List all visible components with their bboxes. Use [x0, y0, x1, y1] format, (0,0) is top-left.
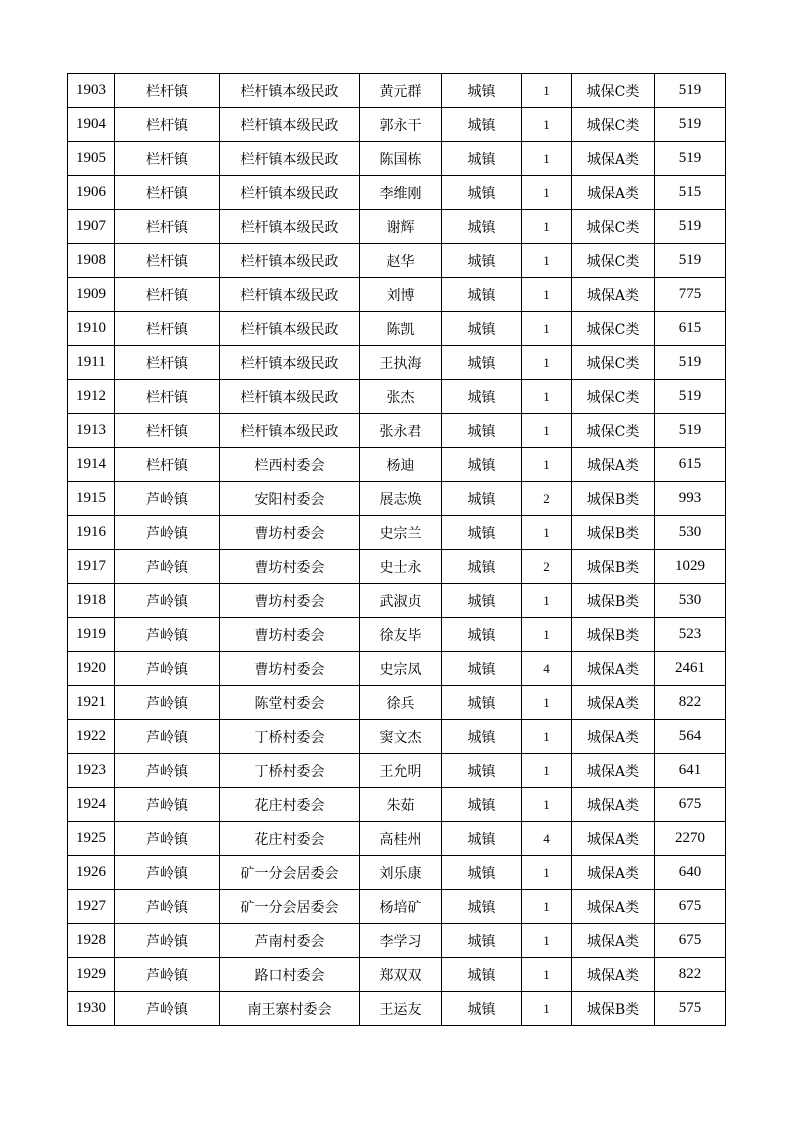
area-cell: 城镇 [442, 482, 522, 516]
town-cell: 芦岭镇 [115, 822, 220, 856]
area-cell: 城镇 [442, 924, 522, 958]
unit-cell: 曹坊村委会 [220, 550, 360, 584]
amount-cell: 523 [655, 618, 726, 652]
name-cell: 张杰 [360, 380, 442, 414]
amount-cell: 519 [655, 108, 726, 142]
table-row [68, 686, 726, 720]
unit-cell: 曹坊村委会 [220, 584, 360, 618]
unit-cell: 路口村委会 [220, 958, 360, 992]
name-cell: 郭永干 [360, 108, 442, 142]
unit-cell: 矿一分会居委会 [220, 890, 360, 924]
row-number-cell: 1913 [68, 414, 115, 448]
table-row [68, 176, 726, 210]
area-cell: 城镇 [442, 210, 522, 244]
table-row [68, 856, 726, 890]
name-cell: 史宗凤 [360, 652, 442, 686]
area-cell: 城镇 [442, 142, 522, 176]
table-body [68, 74, 726, 1026]
category-cell: 城保A类 [572, 788, 655, 822]
household-count-cell: 4 [522, 652, 572, 686]
amount-cell: 530 [655, 516, 726, 550]
unit-cell: 丁桥村委会 [220, 720, 360, 754]
row-number-cell: 1921 [68, 686, 115, 720]
amount-cell: 2461 [655, 652, 726, 686]
name-cell: 高桂州 [360, 822, 442, 856]
row-number-cell: 1905 [68, 142, 115, 176]
table-row [68, 890, 726, 924]
table-row [68, 584, 726, 618]
unit-cell: 栏杆镇本级民政 [220, 244, 360, 278]
town-cell: 栏杆镇 [115, 346, 220, 380]
household-count-cell: 1 [522, 176, 572, 210]
household-count-cell: 1 [522, 618, 572, 652]
table-row [68, 482, 726, 516]
category-cell: 城保A类 [572, 686, 655, 720]
row-number-cell: 1916 [68, 516, 115, 550]
area-cell: 城镇 [442, 788, 522, 822]
amount-cell: 640 [655, 856, 726, 890]
table-row [68, 380, 726, 414]
household-count-cell: 1 [522, 74, 572, 108]
town-cell: 芦岭镇 [115, 516, 220, 550]
amount-cell: 519 [655, 142, 726, 176]
area-cell: 城镇 [442, 176, 522, 210]
row-number-cell: 1904 [68, 108, 115, 142]
category-cell: 城保A类 [572, 890, 655, 924]
table-row [68, 822, 726, 856]
category-cell: 城保A类 [572, 652, 655, 686]
town-cell: 栏杆镇 [115, 210, 220, 244]
household-count-cell: 1 [522, 380, 572, 414]
name-cell: 陈国栋 [360, 142, 442, 176]
category-cell: 城保A类 [572, 720, 655, 754]
row-number-cell: 1930 [68, 992, 115, 1026]
household-count-cell: 1 [522, 856, 572, 890]
unit-cell: 栏西村委会 [220, 448, 360, 482]
unit-cell: 栏杆镇本级民政 [220, 414, 360, 448]
area-cell: 城镇 [442, 652, 522, 686]
amount-cell: 575 [655, 992, 726, 1026]
name-cell: 赵华 [360, 244, 442, 278]
household-count-cell: 1 [522, 584, 572, 618]
unit-cell: 栏杆镇本级民政 [220, 312, 360, 346]
area-cell: 城镇 [442, 754, 522, 788]
area-cell: 城镇 [442, 618, 522, 652]
unit-cell: 栏杆镇本级民政 [220, 278, 360, 312]
area-cell: 城镇 [442, 278, 522, 312]
area-cell: 城镇 [442, 346, 522, 380]
amount-cell: 675 [655, 788, 726, 822]
household-count-cell: 1 [522, 210, 572, 244]
area-cell: 城镇 [442, 686, 522, 720]
table-row [68, 652, 726, 686]
row-number-cell: 1909 [68, 278, 115, 312]
unit-cell: 芦南村委会 [220, 924, 360, 958]
table-row [68, 414, 726, 448]
town-cell: 栏杆镇 [115, 312, 220, 346]
town-cell: 栏杆镇 [115, 244, 220, 278]
row-number-cell: 1914 [68, 448, 115, 482]
name-cell: 刘乐康 [360, 856, 442, 890]
row-number-cell: 1911 [68, 346, 115, 380]
category-cell: 城保A类 [572, 822, 655, 856]
area-cell: 城镇 [442, 584, 522, 618]
table-row [68, 346, 726, 380]
amount-cell: 530 [655, 584, 726, 618]
category-cell: 城保C类 [572, 380, 655, 414]
category-cell: 城保A类 [572, 856, 655, 890]
amount-cell: 519 [655, 210, 726, 244]
name-cell: 武淑贞 [360, 584, 442, 618]
name-cell: 张永君 [360, 414, 442, 448]
household-count-cell: 1 [522, 754, 572, 788]
row-number-cell: 1920 [68, 652, 115, 686]
name-cell: 窦文杰 [360, 720, 442, 754]
household-count-cell: 1 [522, 414, 572, 448]
table-row [68, 74, 726, 108]
unit-cell: 南王寨村委会 [220, 992, 360, 1026]
town-cell: 芦岭镇 [115, 652, 220, 686]
area-cell: 城镇 [442, 550, 522, 584]
unit-cell: 曹坊村委会 [220, 516, 360, 550]
table-row [68, 788, 726, 822]
table-row [68, 108, 726, 142]
town-cell: 芦岭镇 [115, 890, 220, 924]
table-row [68, 720, 726, 754]
unit-cell: 栏杆镇本级民政 [220, 142, 360, 176]
unit-cell: 花庄村委会 [220, 788, 360, 822]
row-number-cell: 1907 [68, 210, 115, 244]
category-cell: 城保B类 [572, 618, 655, 652]
category-cell: 城保C类 [572, 244, 655, 278]
amount-cell: 775 [655, 278, 726, 312]
household-count-cell: 2 [522, 482, 572, 516]
name-cell: 黄元群 [360, 74, 442, 108]
amount-cell: 615 [655, 448, 726, 482]
area-cell: 城镇 [442, 720, 522, 754]
household-count-cell: 1 [522, 788, 572, 822]
amount-cell: 822 [655, 958, 726, 992]
town-cell: 芦岭镇 [115, 856, 220, 890]
name-cell: 郑双双 [360, 958, 442, 992]
area-cell: 城镇 [442, 856, 522, 890]
name-cell: 史宗兰 [360, 516, 442, 550]
area-cell: 城镇 [442, 516, 522, 550]
town-cell: 芦岭镇 [115, 584, 220, 618]
household-count-cell: 1 [522, 108, 572, 142]
table-row [68, 312, 726, 346]
area-cell: 城镇 [442, 448, 522, 482]
area-cell: 城镇 [442, 108, 522, 142]
table-row [68, 210, 726, 244]
name-cell: 陈凯 [360, 312, 442, 346]
row-number-cell: 1928 [68, 924, 115, 958]
household-count-cell: 1 [522, 992, 572, 1026]
unit-cell: 栏杆镇本级民政 [220, 108, 360, 142]
town-cell: 栏杆镇 [115, 176, 220, 210]
row-number-cell: 1908 [68, 244, 115, 278]
name-cell: 王运友 [360, 992, 442, 1026]
household-count-cell: 2 [522, 550, 572, 584]
area-cell: 城镇 [442, 312, 522, 346]
amount-cell: 519 [655, 74, 726, 108]
row-number-cell: 1926 [68, 856, 115, 890]
amount-cell: 1029 [655, 550, 726, 584]
name-cell: 展志焕 [360, 482, 442, 516]
category-cell: 城保B类 [572, 992, 655, 1026]
category-cell: 城保A类 [572, 958, 655, 992]
row-number-cell: 1929 [68, 958, 115, 992]
name-cell: 谢辉 [360, 210, 442, 244]
amount-cell: 519 [655, 244, 726, 278]
town-cell: 芦岭镇 [115, 992, 220, 1026]
name-cell: 徐兵 [360, 686, 442, 720]
row-number-cell: 1903 [68, 74, 115, 108]
town-cell: 芦岭镇 [115, 924, 220, 958]
household-count-cell: 1 [522, 448, 572, 482]
table-row [68, 244, 726, 278]
table-row [68, 278, 726, 312]
area-cell: 城镇 [442, 958, 522, 992]
town-cell: 芦岭镇 [115, 788, 220, 822]
table-row [68, 992, 726, 1026]
name-cell: 徐友毕 [360, 618, 442, 652]
row-number-cell: 1917 [68, 550, 115, 584]
household-count-cell: 1 [522, 516, 572, 550]
amount-cell: 515 [655, 176, 726, 210]
name-cell: 李维刚 [360, 176, 442, 210]
name-cell: 朱茹 [360, 788, 442, 822]
town-cell: 栏杆镇 [115, 278, 220, 312]
unit-cell: 栏杆镇本级民政 [220, 74, 360, 108]
unit-cell: 曹坊村委会 [220, 618, 360, 652]
area-cell: 城镇 [442, 890, 522, 924]
area-cell: 城镇 [442, 992, 522, 1026]
name-cell: 杨迪 [360, 448, 442, 482]
row-number-cell: 1906 [68, 176, 115, 210]
table-row [68, 754, 726, 788]
amount-cell: 675 [655, 924, 726, 958]
category-cell: 城保B类 [572, 584, 655, 618]
row-number-cell: 1912 [68, 380, 115, 414]
town-cell: 芦岭镇 [115, 958, 220, 992]
town-cell: 栏杆镇 [115, 108, 220, 142]
category-cell: 城保B类 [572, 550, 655, 584]
household-count-cell: 1 [522, 244, 572, 278]
unit-cell: 栏杆镇本级民政 [220, 380, 360, 414]
name-cell: 王执海 [360, 346, 442, 380]
amount-cell: 615 [655, 312, 726, 346]
household-count-cell: 1 [522, 720, 572, 754]
category-cell: 城保C类 [572, 108, 655, 142]
table-row [68, 448, 726, 482]
household-count-cell: 1 [522, 924, 572, 958]
area-cell: 城镇 [442, 822, 522, 856]
unit-cell: 陈堂村委会 [220, 686, 360, 720]
row-number-cell: 1915 [68, 482, 115, 516]
area-cell: 城镇 [442, 74, 522, 108]
amount-cell: 822 [655, 686, 726, 720]
town-cell: 芦岭镇 [115, 618, 220, 652]
unit-cell: 栏杆镇本级民政 [220, 176, 360, 210]
category-cell: 城保C类 [572, 414, 655, 448]
category-cell: 城保C类 [572, 346, 655, 380]
town-cell: 芦岭镇 [115, 686, 220, 720]
table-row [68, 618, 726, 652]
table-row [68, 958, 726, 992]
town-cell: 栏杆镇 [115, 380, 220, 414]
household-count-cell: 1 [522, 958, 572, 992]
unit-cell: 花庄村委会 [220, 822, 360, 856]
amount-cell: 519 [655, 380, 726, 414]
unit-cell: 曹坊村委会 [220, 652, 360, 686]
category-cell: 城保A类 [572, 142, 655, 176]
row-number-cell: 1922 [68, 720, 115, 754]
row-number-cell: 1918 [68, 584, 115, 618]
category-cell: 城保A类 [572, 754, 655, 788]
unit-cell: 丁桥村委会 [220, 754, 360, 788]
town-cell: 芦岭镇 [115, 754, 220, 788]
area-cell: 城镇 [442, 414, 522, 448]
row-number-cell: 1927 [68, 890, 115, 924]
row-number-cell: 1924 [68, 788, 115, 822]
name-cell: 李学习 [360, 924, 442, 958]
amount-cell: 2270 [655, 822, 726, 856]
category-cell: 城保A类 [572, 924, 655, 958]
town-cell: 芦岭镇 [115, 720, 220, 754]
name-cell: 杨培矿 [360, 890, 442, 924]
unit-cell: 栏杆镇本级民政 [220, 346, 360, 380]
unit-cell: 安阳村委会 [220, 482, 360, 516]
amount-cell: 519 [655, 346, 726, 380]
unit-cell: 栏杆镇本级民政 [220, 210, 360, 244]
row-number-cell: 1910 [68, 312, 115, 346]
amount-cell: 564 [655, 720, 726, 754]
area-cell: 城镇 [442, 244, 522, 278]
household-count-cell: 1 [522, 686, 572, 720]
unit-cell: 矿一分会居委会 [220, 856, 360, 890]
table-row [68, 550, 726, 584]
town-cell: 栏杆镇 [115, 142, 220, 176]
welfare-table [67, 73, 726, 1026]
household-count-cell: 4 [522, 822, 572, 856]
household-count-cell: 1 [522, 278, 572, 312]
amount-cell: 993 [655, 482, 726, 516]
category-cell: 城保B类 [572, 516, 655, 550]
name-cell: 史士永 [360, 550, 442, 584]
household-count-cell: 1 [522, 346, 572, 380]
town-cell: 芦岭镇 [115, 482, 220, 516]
name-cell: 刘博 [360, 278, 442, 312]
area-cell: 城镇 [442, 380, 522, 414]
town-cell: 芦岭镇 [115, 550, 220, 584]
household-count-cell: 1 [522, 142, 572, 176]
household-count-cell: 1 [522, 312, 572, 346]
category-cell: 城保A类 [572, 176, 655, 210]
category-cell: 城保C类 [572, 210, 655, 244]
town-cell: 栏杆镇 [115, 74, 220, 108]
category-cell: 城保A类 [572, 278, 655, 312]
category-cell: 城保B类 [572, 482, 655, 516]
table-row [68, 924, 726, 958]
town-cell: 栏杆镇 [115, 448, 220, 482]
amount-cell: 675 [655, 890, 726, 924]
category-cell: 城保C类 [572, 312, 655, 346]
household-count-cell: 1 [522, 890, 572, 924]
row-number-cell: 1925 [68, 822, 115, 856]
amount-cell: 519 [655, 414, 726, 448]
row-number-cell: 1919 [68, 618, 115, 652]
category-cell: 城保C类 [572, 74, 655, 108]
category-cell: 城保A类 [572, 448, 655, 482]
row-number-cell: 1923 [68, 754, 115, 788]
name-cell: 王允明 [360, 754, 442, 788]
table-row [68, 516, 726, 550]
table-row [68, 142, 726, 176]
amount-cell: 641 [655, 754, 726, 788]
town-cell: 栏杆镇 [115, 414, 220, 448]
